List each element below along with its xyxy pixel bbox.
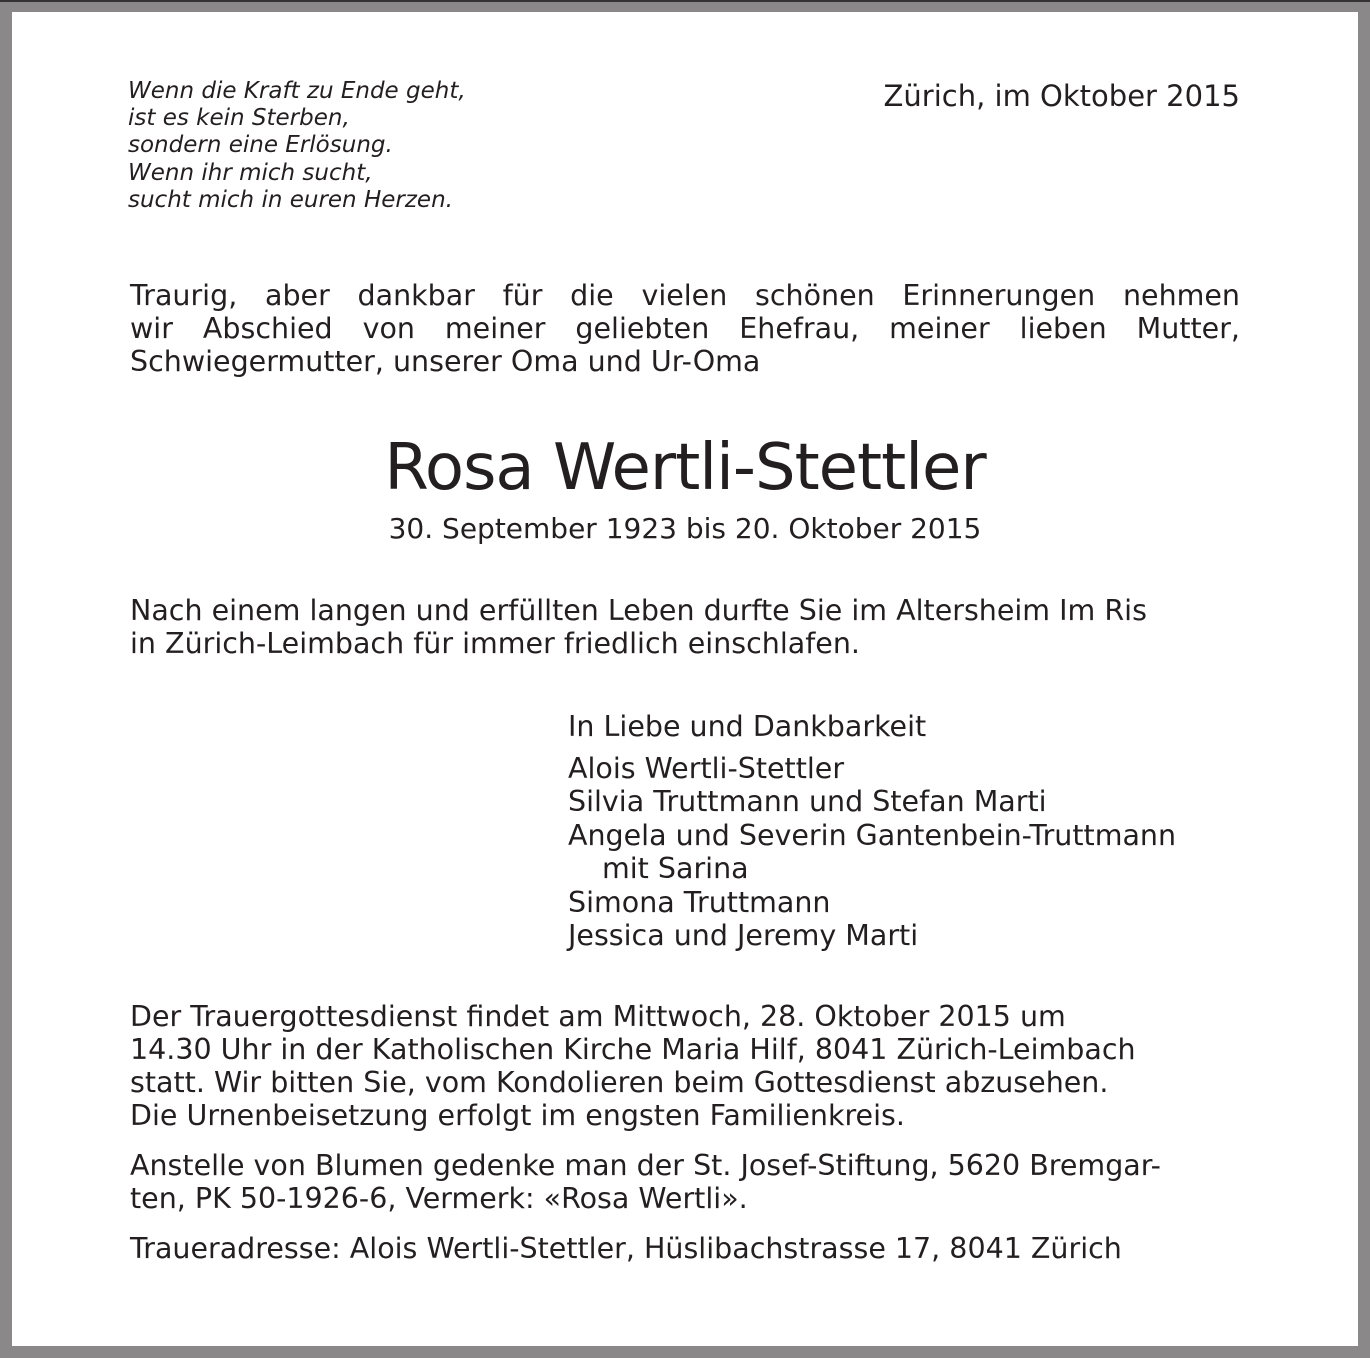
service-text: Der Trauergottesdienst findet am Mittwoch, 28. Oktober 2015 um (130, 1000, 1066, 1033)
passing-text: Nach einem langen und erfüllten Leben durfte Sie im Altersheim Im Ris (130, 594, 1147, 627)
service-line (130, 1033, 1240, 1066)
poem-line: ist es kein Sterben, (128, 105, 350, 132)
mourner: Simona Truttmann (568, 885, 831, 919)
lifespan: 30. September 1923 bis 20. Oktober 2015 (388, 512, 982, 545)
intro-line: wir Abschied von meiner geliebten Ehefrau, meiner lieben Mutter, (130, 312, 1240, 345)
mourner: Jessica und Jeremy Marti (568, 919, 919, 952)
service-text: statt. Wir bitten Sie, vom Kondolieren beim Gottesdienst abzusehen. (130, 1066, 1109, 1099)
passing-line (130, 594, 1240, 627)
mourner: Angela und Severin Gantenbein-Truttmann (568, 818, 1177, 852)
service-text: Die Urnenbeisetzung erfolgt im engsten Familienkreis. (130, 1099, 905, 1132)
address-text: Traueradresse: Alois Wertli-Stettler, Hüslibachstrasse 17, 8041 Zürich (130, 1232, 1122, 1265)
passing-line (130, 627, 1240, 660)
signoff (568, 710, 1176, 953)
intro-line: Traurig, aber dankbar für die vielen schönen Erinnerungen nehmen (130, 279, 1240, 312)
flowers-text: Anstelle von Blumen gedenke man der St. Josef-Stiftung, 5620 Bremgar- (130, 1149, 1161, 1182)
poem-line: sucht mich in euren Herzen. (128, 186, 453, 213)
deceased-name: Rosa Wertli-Stettler (384, 431, 986, 505)
passing-paragraph (130, 594, 1240, 660)
mourner: Silvia Truttmann und Stefan Marti (568, 785, 1047, 818)
service-paragraph (130, 1000, 1240, 1132)
mourner: mit Sarina (602, 852, 749, 885)
service-text: 14.30 Uhr in der Katholischen Kirche Maria Hilf, 8041 Zürich-Leimbach (130, 1033, 1136, 1066)
intro-line: Schwiegermutter, unserer Oma und Ur-Oma (130, 345, 761, 378)
passing-text: in Zürich-Leimbach für immer friedlich einschlafen. (130, 627, 860, 660)
flowers-text: ten, PK 50-1926-6, Vermerk: «Rosa Wertli». (130, 1182, 748, 1215)
obituary-notice (12, 12, 1358, 1346)
signoff-thanks: In Liebe und Dankbarkeit (568, 710, 927, 743)
mourning-address (130, 1231, 1122, 1267)
flowers-paragraph (130, 1149, 1161, 1215)
flowers-line (130, 1182, 1161, 1215)
service-line (130, 1066, 1240, 1099)
flowers-line (130, 1149, 1161, 1182)
poem-line: Wenn die Kraft zu Ende geht, (128, 78, 466, 104)
service-line (130, 1099, 1240, 1132)
dateline: Zürich, im Oktober 2015 (883, 79, 1240, 113)
poem-line: sondern eine Erlösung. (128, 132, 393, 159)
poem (128, 78, 466, 214)
intro-paragraph (130, 279, 1240, 378)
frame-top-line (0, 0, 1370, 2)
mourner: Alois Wertli-Stettler (568, 751, 845, 785)
service-line (130, 1000, 1240, 1033)
poem-line: Wenn ihr mich sucht, (128, 159, 373, 186)
